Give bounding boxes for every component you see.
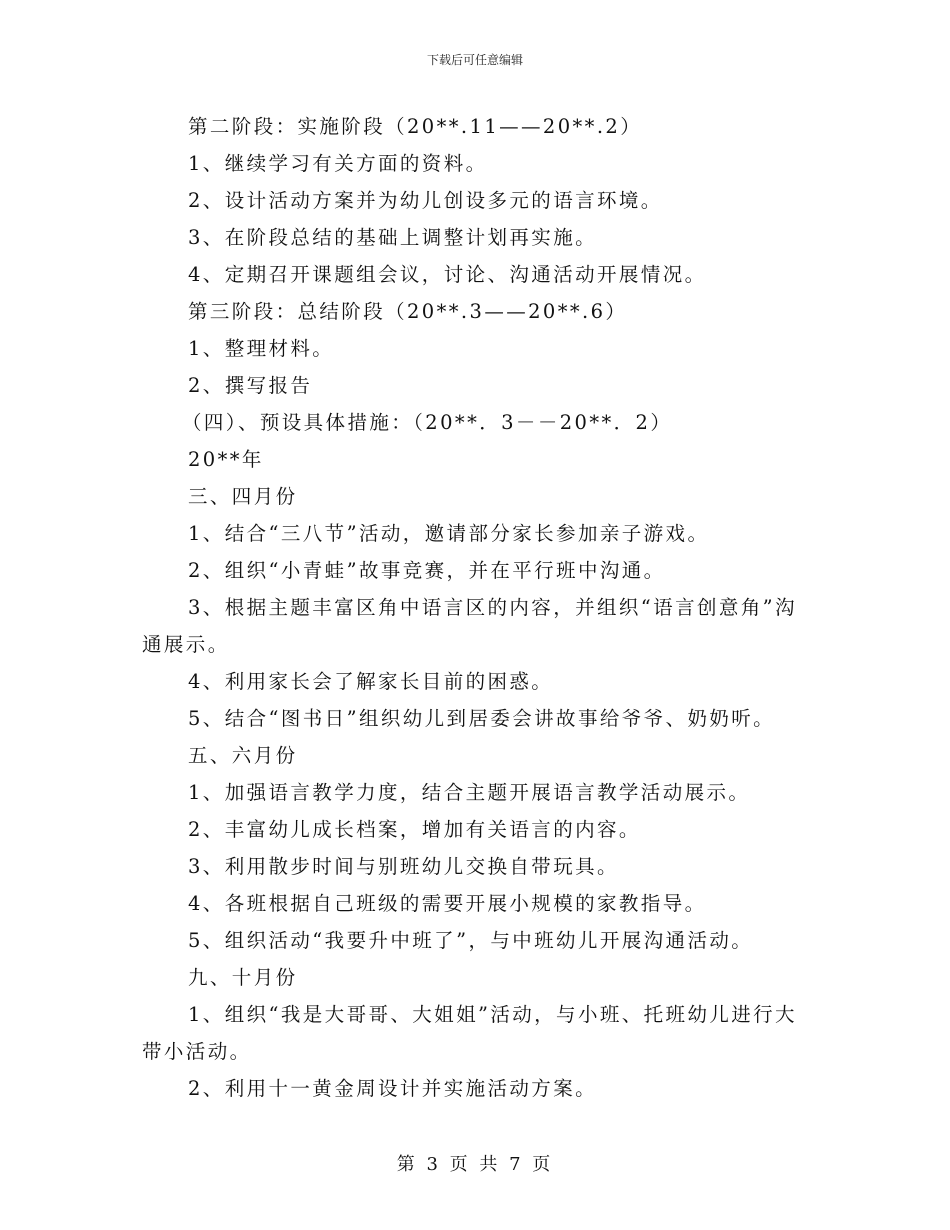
month-heading: 五、六月份 — [188, 744, 298, 767]
page-header: 下载后可任意编辑 — [426, 53, 523, 67]
paragraph: 3、在阶段总结的基础上调整计划再实施。 — [188, 226, 598, 249]
paragraph: 5、结合“图书日”组织幼儿到居委会讲故事给爷爷、奶奶听。 — [188, 707, 776, 730]
month-heading: 三、四月份 — [188, 485, 298, 508]
paragraph: 2、组织“小青蛙”故事竞赛，并在平行班中沟通。 — [188, 559, 666, 582]
paragraph: 2、设计活动方案并为幼儿创设多元的语言环境。 — [188, 189, 663, 212]
paragraph: 3、根据主题丰富区角中语言区的内容，并组织“语言创意角”沟通展示。 — [142, 596, 797, 656]
page-number: 第 3 页 共 7 页 — [396, 1154, 554, 1175]
phase-two-heading: 第二阶段：实施阶段（20**.11——20**.2） — [188, 115, 643, 138]
paragraph: 4、各班根据自己班级的需要开展小规模的家教指导。 — [188, 892, 707, 915]
year-heading: 20**年 — [188, 448, 264, 471]
paragraph: 3、利用散步时间与别班幼儿交换自带玩具。 — [188, 855, 619, 878]
paragraph: 4、定期召开课题组会议，讨论、沟通活动开展情况。 — [188, 263, 707, 286]
paragraph: 5、组织活动“我要升中班了”，与中班幼儿开展沟通活动。 — [188, 929, 754, 952]
paragraph: 1、继续学习有关方面的资料。 — [188, 152, 488, 175]
document-body — [142, 108, 810, 1107]
paragraph: 1、加强语言教学力度，结合主题开展语言教学活动展示。 — [188, 781, 751, 804]
measures-heading: （四）、预设具体措施：（20**．3－－20**．2） — [182, 411, 673, 434]
paragraph: 2、利用十一黄金周设计并实施活动方案。 — [188, 1077, 598, 1100]
paragraph: 2、撰写报告 — [188, 374, 313, 397]
paragraph: 1、整理材料。 — [188, 337, 335, 360]
phase-three-heading: 第三阶段：总结阶段（20**.3——20**.6） — [188, 300, 628, 323]
month-heading: 九、十月份 — [188, 966, 298, 989]
paragraph: 4、利用家长会了解家长目前的困惑。 — [188, 670, 554, 693]
paragraph: 2、丰富幼儿成长档案，增加有关语言的内容。 — [188, 818, 641, 841]
paragraph: 1、组织“我是大哥哥、大姐姐”活动，与小班、托班幼儿进行大带小活动。 — [142, 1003, 797, 1063]
paragraph: 1、结合“三八节”活动，邀请部分家长参加亲子游戏。 — [188, 522, 710, 545]
